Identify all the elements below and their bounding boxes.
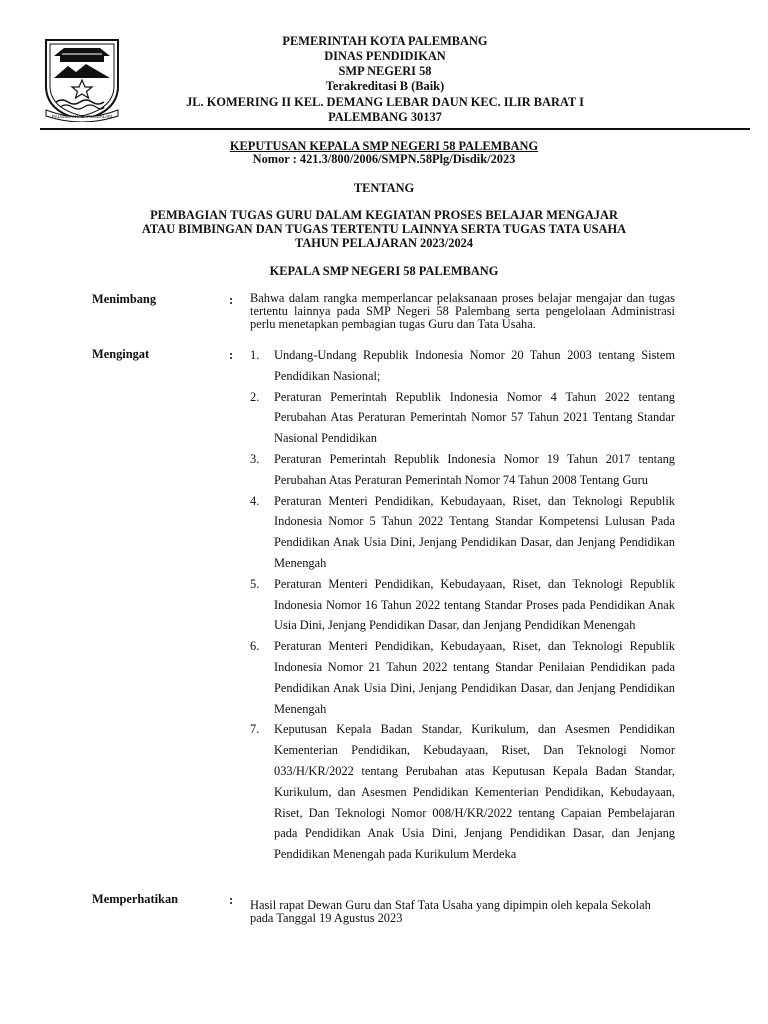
mengingat-colon: : — [229, 348, 234, 362]
decree-subject-line3: TAHUN PELAJARAN 2023/2024 — [294, 236, 474, 250]
list-item-text: Peraturan Menteri Pendidikan, Kebudayaan, Riset, dan Teknologi Republik Indonesia Nomor 5 Tahun 2022 Tentang Standar Kompetensi Lulusan Pada Pendidikan Anak Usia Dini, Jenjang Pendidikan Dasar, dan Jenjang Pendidikan Menengah — [274, 493, 675, 570]
letterhead-address-line2: PALEMBANG 30137 — [328, 110, 442, 124]
list-item-number: 1. — [250, 348, 260, 362]
menimbang-colon: : — [229, 293, 234, 307]
list-item — [250, 719, 675, 865]
list-item — [250, 387, 675, 449]
list-item — [250, 449, 675, 491]
mengingat-list — [250, 345, 675, 865]
list-item — [250, 636, 675, 719]
letterhead-address — [130, 95, 640, 125]
list-item-text: Peraturan Menteri Pendidikan, Kebudayaan, Riset, dan Teknologi Republik Indonesia Nomor 16 Tahun 2022 tentang Standar Proses pada Pendidikan Anak Usia Dini, Jenjang Pendidikan Dasar, dan Jenjang Pendidikan Menengah — [274, 576, 675, 633]
decree-subject-line2: ATAU BIMBINGAN DAN TUGAS TERTENTU LAINNYA SERTA TUGAS TATA USAHA — [141, 222, 627, 236]
letterhead-agency: DINAS PENDIDIKAN — [324, 49, 446, 63]
menimbang-label: Menimbang — [92, 292, 157, 306]
list-item-text: Peraturan Pemerintah Republik Indonesia Nomor 4 Tahun 2022 tentang Perubahan Atas Peraturan Pemerintah Nomor 57 Tahun 2021 Tentang Standar Nasional Pendidikan — [274, 389, 675, 446]
letterhead-block — [130, 34, 640, 94]
letterhead-address-line1: JL. KOMERING II KEL. DEMANG LEBAR DAUN KEC. ILIR BARAT I — [186, 95, 584, 109]
list-item-number: 6. — [250, 639, 260, 654]
menimbang-text: Bahwa dalam rangka memperlancar pelaksanaan proses belajar mengajar dan tugas tertentu lainnya pada SMP Negeri 58 Palembang serta pengelolaan Administrasi perlu menetapkan pembagian tugas Guru dan Tata Usaha. — [250, 291, 675, 331]
list-item-number: 3. — [250, 451, 260, 466]
decree-authority: KEPALA SMP NEGERI 58 PALEMBANG — [269, 264, 499, 278]
list-item — [250, 491, 675, 574]
svg-text:PALEMBANG DARUSSALAM: PALEMBANG DARUSSALAM — [52, 114, 112, 119]
letterhead-accreditation: Terakreditasi B (Baik) — [325, 79, 445, 93]
decree-subject-line1: PEMBAGIAN TUGAS GURU DALAM KEGIATAN PROSES BELAJAR MENGAJAR — [150, 208, 618, 222]
list-item-text: Undang-Undang Republik Indonesia Nomor 20 Tahun 2003 tentang Sistem Pendidikan Nasional; — [274, 348, 675, 383]
list-item — [250, 345, 675, 387]
decree-title: KEPUTUSAN KEPALA SMP NEGERI 58 PALEMBANG — [229, 139, 539, 153]
list-item-number: 2. — [250, 389, 260, 404]
list-item — [250, 574, 675, 636]
memperhatikan-text: Hasil rapat Dewan Guru dan Staf Tata Usaha yang dipimpin oleh kepala Sekolah pada Tanggal 19 Agustus 2023 — [250, 898, 651, 925]
memperhatikan-colon: : — [229, 893, 234, 907]
list-item-text: Peraturan Pemerintah Republik Indonesia Nomor 19 Tahun 2017 tentang Perubahan Atas Peraturan Pemerintah Nomor 74 Tahun 2008 Tentang Guru — [274, 451, 675, 487]
list-item-text: Peraturan Menteri Pendidikan, Kebudayaan, Riset, dan Teknologi Republik Indonesia Nomor 21 Tahun 2022 tentang Standar Penilaian Pendidikan pada Pendidikan Anak Usia Dini, Jenjang Pendidikan Dasar, dan Jenjang Pendidikan Menengah — [274, 639, 675, 716]
decree-tentang: TENTANG — [353, 181, 415, 195]
mengingat-label: Mengingat — [92, 347, 150, 361]
list-item-number: 5. — [250, 576, 260, 591]
memperhatikan-label: Memperhatikan — [92, 892, 179, 906]
letterhead-government: PEMERINTAH KOTA PALEMBANG — [282, 34, 488, 48]
decree-number: Nomor : 421.3/800/2006/SMPN.58Plg/Disdik/2023 — [252, 152, 516, 166]
letterhead-school: SMP NEGERI 58 — [338, 64, 432, 78]
list-item-number: 4. — [250, 493, 260, 508]
list-item-number: 7. — [250, 722, 260, 737]
list-item-text: Keputusan Kepala Badan Standar, Kurikulum, dan Asesmen Pendidikan Kementerian Pendidikan, Kebudayaan, Riset, Dan Teknologi Nomor 033/H/KR/2022 tentang Perubahan atas Keputusan Kepala Badan Standar, Kurikulum, dan Asesmen Pendidikan Kementerian Pendidikan, Kebudayaan, Riset, Dan Teknologi Nomor 008/H/KR/2022 tentang Capaian Pembelajaran pada Pendidikan Anak Usia Dini, Jenjang Pendidikan Dasar, dan Jenjang Pendidikan Menengah pada Kurikulum Merdeka — [274, 722, 675, 862]
letterhead-divider — [40, 128, 750, 130]
city-emblem-logo — [40, 34, 124, 122]
